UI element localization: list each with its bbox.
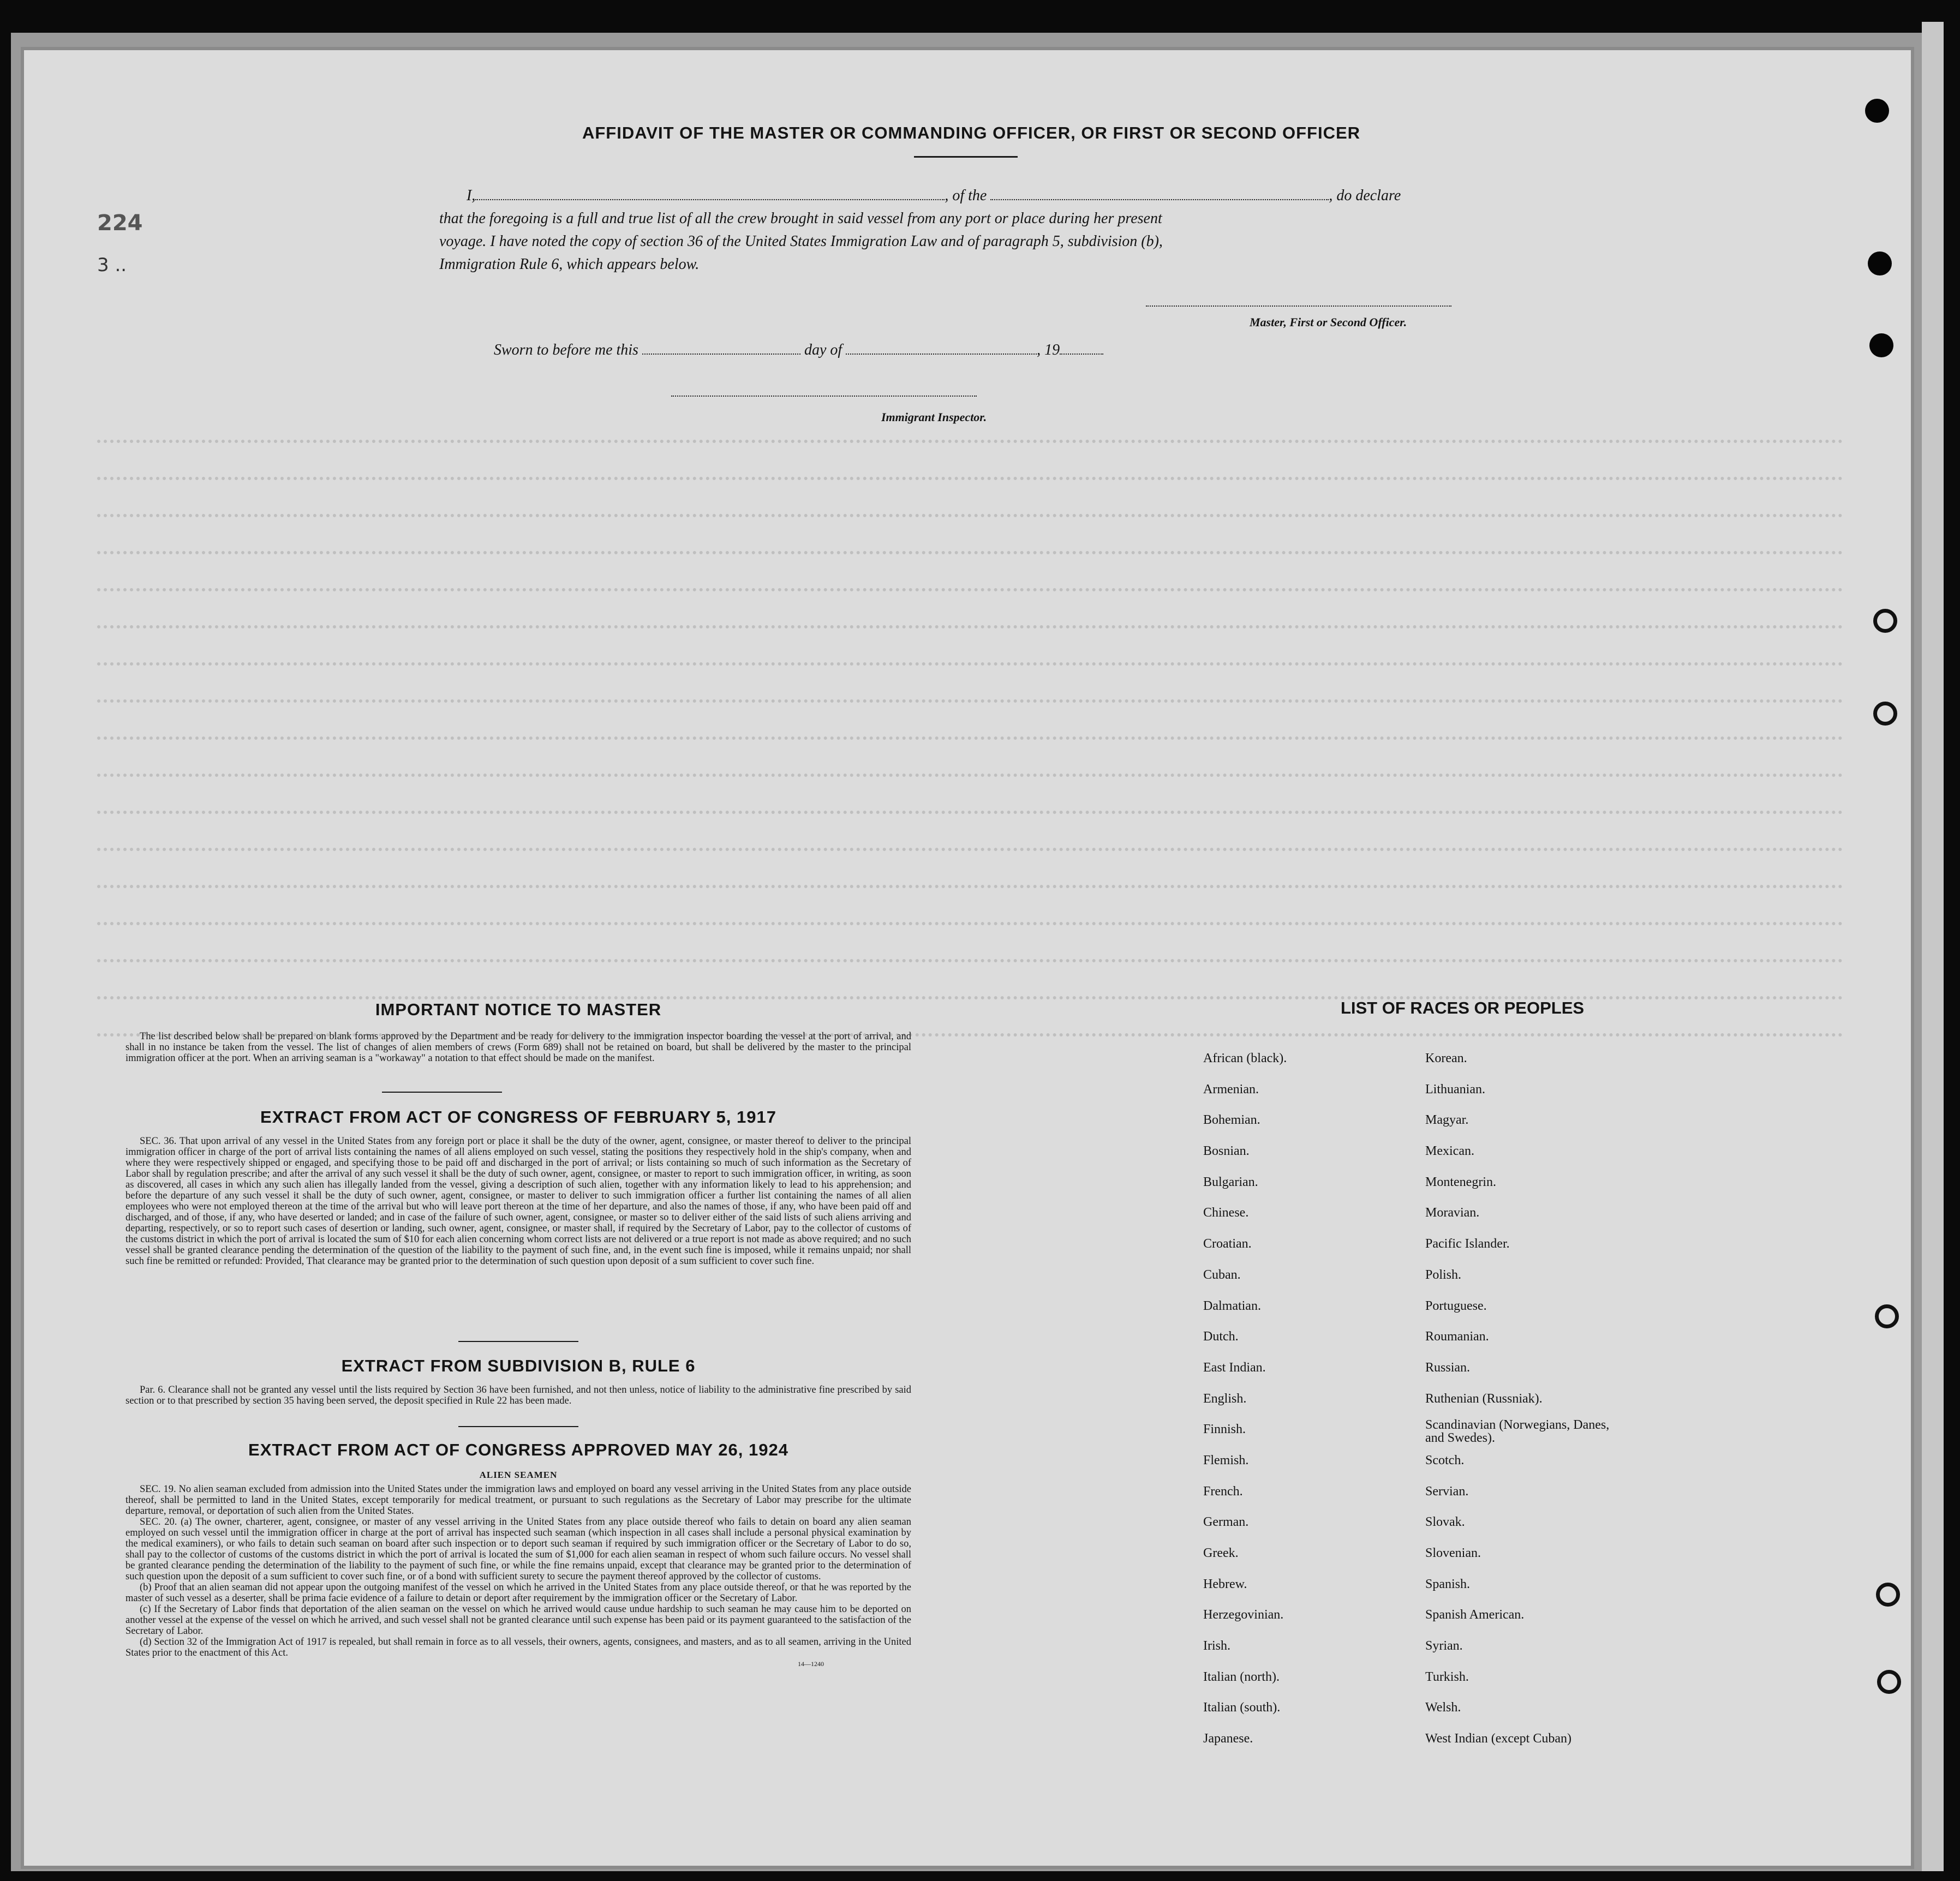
- race-item: Herzegovinian.: [1203, 1608, 1284, 1622]
- race-item: Chinese.: [1203, 1206, 1249, 1220]
- affidavit-title: AFFIDAVIT OF THE MASTER OR COMMANDING OFFICER, OR FIRST OR SECOND OFFICER: [582, 123, 1361, 142]
- race-item: Welsh.: [1425, 1700, 1461, 1715]
- affidavit-line-2: that the foregoing is a full and true list of all the crew brought in said vessel from any port or place during her present: [439, 210, 1162, 227]
- sworn-line: Sworn to before me this day of , 19: [494, 342, 1103, 359]
- form-number: 14—1240: [798, 1660, 824, 1668]
- races-right-column: [1425, 1043, 1622, 1754]
- race-item: Slovenian.: [1425, 1546, 1481, 1560]
- race-item: Croatian.: [1203, 1237, 1252, 1251]
- sec-19: SEC. 19. No alien seaman excluded from admission into the United States under the immigration laws and employed on board any vessel arriving in the United States from any place outside thereof, shall be permitted to land in the United States, except temporarily for medical treatment, or pursuant to such regulations as the Secretary of Labor may prescribe for the ultimate departure, removal, or deportation of such alien from the United States.: [126, 1484, 911, 1517]
- race-item: Finnish.: [1203, 1422, 1246, 1437]
- race-item: Pacific Islander.: [1425, 1237, 1510, 1251]
- race-item: Japanese.: [1203, 1732, 1253, 1746]
- affidavit-line-3: voyage. I have noted the copy of section 36 of the United States Immigration Law and of paragraph 5, subdivision (b),: [439, 233, 1163, 250]
- race-item: Mexican.: [1425, 1144, 1474, 1159]
- extract-1917-title: EXTRACT FROM ACT OF CONGRESS OF FEBRUARY 5, 1917: [260, 1107, 776, 1127]
- race-item: Korean.: [1425, 1051, 1467, 1065]
- race-item: Bulgarian.: [1203, 1175, 1258, 1189]
- extract-1917-body: SEC. 36. That upon arrival of any vessel in the United States from any foreign port or place it shall be the duty of the owner, agent, consignee, or master thereof to deliver to the principal immigration officer in charge of the port of arrival lists containing the names of all aliens employed on such vessel, stating the positions they respectively hold in the ship's company, when and where they were respectively shipped or engaged, and specifying those to be paid off and discharged in the port of arrival; or lists containing so much of such information as the Secretary of Labor shall by regulation prescribe; and after the arrival of any such vessel it shall be the duty of such owner, agent, consignee, or master to report to such immigration officer, in writing, as soon as discovered, all cases in which any such alien has illegally landed from the vessel, giving a description of such alien, together with any information likely to lead to his apprehension; and before the departure of any such vessel it shall be the duty of such owner, agent, consignee, or master to deliver to such immigration officer a further list containing the names of all alien employees who were not employed thereon at the time of the arrival but who will leave port thereon at the time of her departure, and also the names of those, if any, who have been paid off and discharged, and of those, if any, who have deserted or landed; and in case of the failure of such owner, agent, consignee, or master so to deliver either of the said lists of such aliens arriving and departing, respectively, or so to report such cases of desertion or landing, such owner, agent, consignee, or master shall, if required by the Secretary of Labor, pay to the collector of customs of the customs district in which the port of arrival is located the sum of $10 for each alien concerning whom correct lists are not delivered or a true report is not made as above required; and no such vessel shall be granted clearance pending the determination of the question of the liability to the payment of such fine, and, in the event such fine is imposed, while it remains unpaid; nor shall such fine be remitted or refunded: Provided, That clearance may be granted prior to the determination of such question upon deposit of a sum sufficient to cover such fine.: [126, 1136, 911, 1267]
- race-item: Polish.: [1425, 1267, 1462, 1282]
- race-item: Scandinavian (Norwegians, Danes, and Swedes).: [1425, 1418, 1610, 1446]
- binder-hole-icon: [1868, 251, 1892, 275]
- race-item: Turkish.: [1425, 1669, 1469, 1684]
- binder-hole-icon: [1869, 333, 1893, 357]
- race-item: Spanish American.: [1425, 1608, 1525, 1622]
- binder-ring-icon: [1875, 1304, 1899, 1328]
- race-item: Dalmatian.: [1203, 1298, 1261, 1313]
- sworn-year-field[interactable]: [1060, 343, 1103, 355]
- race-item: Hebrew.: [1203, 1577, 1247, 1591]
- race-item: Magyar.: [1425, 1113, 1469, 1128]
- race-item: Armenian.: [1203, 1082, 1259, 1097]
- page-number: 224: [97, 211, 143, 236]
- race-item: Russian.: [1425, 1360, 1471, 1375]
- race-item: Servian.: [1425, 1484, 1469, 1499]
- officer-name-field[interactable]: [475, 188, 945, 200]
- extract-1924-title: EXTRACT FROM ACT OF CONGRESS APPROVED MAY 26, 1924: [248, 1440, 788, 1459]
- vessel-name-field[interactable]: [990, 188, 1329, 200]
- race-item: East Indian.: [1203, 1360, 1266, 1375]
- race-item: Bohemian.: [1203, 1113, 1260, 1128]
- binder-hole-icon: [1865, 99, 1889, 123]
- extract-1924-body: [126, 1467, 911, 1669]
- notice-title: IMPORTANT NOTICE TO MASTER: [375, 1000, 662, 1019]
- race-item: West Indian (except Cuban): [1425, 1732, 1571, 1746]
- race-item: Cuban.: [1203, 1267, 1241, 1282]
- binder-ring-icon: [1873, 702, 1897, 726]
- binder-ring-icon: [1873, 609, 1897, 633]
- race-item: Moravian.: [1425, 1206, 1480, 1220]
- extract-rule6-title: EXTRACT FROM SUBDIVISION B, RULE 6: [341, 1356, 696, 1375]
- race-item: Portuguese.: [1425, 1298, 1487, 1313]
- race-item: English.: [1203, 1391, 1247, 1406]
- race-item: African (black).: [1203, 1051, 1287, 1065]
- race-item: Flemish.: [1203, 1453, 1249, 1467]
- races-left-column: [1203, 1043, 1287, 1754]
- sec-20b: (b) Proof that an alien seaman did not appear upon the outgoing manifest of the vessel on which he arrived in the United States from any place outside thereof, or that he was reported by the master of such vessel as a deserter, shall be prima facie evidence of a failure to detain or deport after requirement by the immigration officer or the Secretary of Labor.: [126, 1582, 911, 1604]
- race-item: Italian (north).: [1203, 1669, 1280, 1684]
- race-item: Ruthenian (Russniak).: [1425, 1391, 1543, 1406]
- alien-seamen-subtitle: ALIEN SEAMEN: [479, 1470, 558, 1480]
- margin-mark: 3 ..: [97, 254, 127, 276]
- master-signature-field[interactable]: [1146, 305, 1451, 307]
- affidavit-line-4: Immigration Rule 6, which appears below.: [439, 256, 700, 273]
- race-item: Greek.: [1203, 1546, 1239, 1560]
- race-item: Dutch.: [1203, 1329, 1239, 1344]
- race-item: Roumanian.: [1425, 1329, 1489, 1344]
- inspector-label: Immigrant Inspector.: [881, 410, 987, 424]
- race-item: Syrian.: [1425, 1639, 1463, 1654]
- sec-20a: SEC. 20. (a) The owner, charterer, agent, consignee, or master of any vessel arriving in the United States from any place outside thereof who fails to detain on board any alien seaman employed on such vessel until the immigration officer in charge at the port of arrival has inspected such seaman (which inspection in all cases shall include a personal physical examination by the medical examiners), or who fails to detain such seaman on board after such inspection or to deport such seaman if required by such immigration officer or the Secretary of Labor to do so, shall pay to the collector of customs of the customs district in which the port of arrival is located the sum of $1,000 for each alien seaman in respect of whom such failure occurs. No vessel shall be granted clearance pending the determination of the liability to the payment of such fine, or while the fine remains unpaid, except that clearance may be granted prior to the determination of such question upon the deposit of a sum sufficient to cover such fine, or of a bond with sufficient surety to secure the payment thereof approved by the collector of customs.: [126, 1517, 911, 1582]
- affidavit-body: [439, 184, 1498, 276]
- race-item: Bosnian.: [1203, 1144, 1250, 1159]
- title-rule: [914, 156, 1018, 158]
- extract-rule6-body: Par. 6. Clearance shall not be granted any vessel until the lists required by Section 36 have been furnished, and not then unless, notice of liability to the administrative fine prescribed by said section or to that prescribed by section 35 having been served, the deposit specified in Rule 22 has been made.: [126, 1385, 911, 1406]
- race-item: Irish.: [1203, 1639, 1230, 1654]
- sworn-day-field[interactable]: [642, 343, 800, 355]
- race-item: Lithuanian.: [1425, 1082, 1485, 1097]
- binder-ring-icon: [1876, 1583, 1900, 1607]
- inspector-signature-field[interactable]: [671, 396, 977, 397]
- page-edge: [1922, 22, 1944, 1871]
- notice-body: The list described below shall be prepared on blank forms approved by the Department and be ready for delivery to the immigration inspector boarding the vessel at the port of arrival, and shall in no instance be taken from the vessel. The list of changes of alien members of crews (Form 689) shall not be retained on board, but shall be delivered by the master to the principal immigration officer at the port. When an arriving seaman is a "workaway" a notation to that effect should be made on the manifest.: [126, 1031, 911, 1064]
- affidavit-line-1: I, , of the , do declare: [467, 187, 1401, 204]
- race-item: Montenegrin.: [1425, 1175, 1496, 1189]
- sworn-month-field[interactable]: [846, 343, 1037, 355]
- race-item: Italian (south).: [1203, 1700, 1281, 1715]
- race-item: Spanish.: [1425, 1577, 1471, 1591]
- binder-ring-icon: [1877, 1670, 1901, 1694]
- races-title: LIST OF RACES OR PEOPLES: [1340, 998, 1585, 1017]
- sec-20d: (d) Section 32 of the Immigration Act of 1917 is repealed, but shall remain in force as to all vessels, their owners, agents, consignees, and masters, and as to all seamen, arriving in the United States prior to the enactment of this Act.: [126, 1637, 911, 1658]
- race-item: Scotch.: [1425, 1453, 1465, 1467]
- divider: [382, 1092, 502, 1093]
- master-signature-label: Master, First or Second Officer.: [1250, 315, 1407, 329]
- race-item: French.: [1203, 1484, 1243, 1499]
- divider: [458, 1426, 578, 1427]
- sec-20c: (c) If the Secretary of Labor finds that deportation of the alien seaman on the vessel on which he arrived would cause undue hardship to such seaman he may cause him to be deported on another vessel at the expense of the vessel on which he arrived, and such vessel shall not be granted clearance until such expense has been paid or its payment guaranteed to the satisfaction of the Secretary of Labor.: [126, 1604, 911, 1637]
- divider: [458, 1341, 578, 1342]
- race-item: German.: [1203, 1515, 1249, 1530]
- race-item: Slovak.: [1425, 1515, 1465, 1530]
